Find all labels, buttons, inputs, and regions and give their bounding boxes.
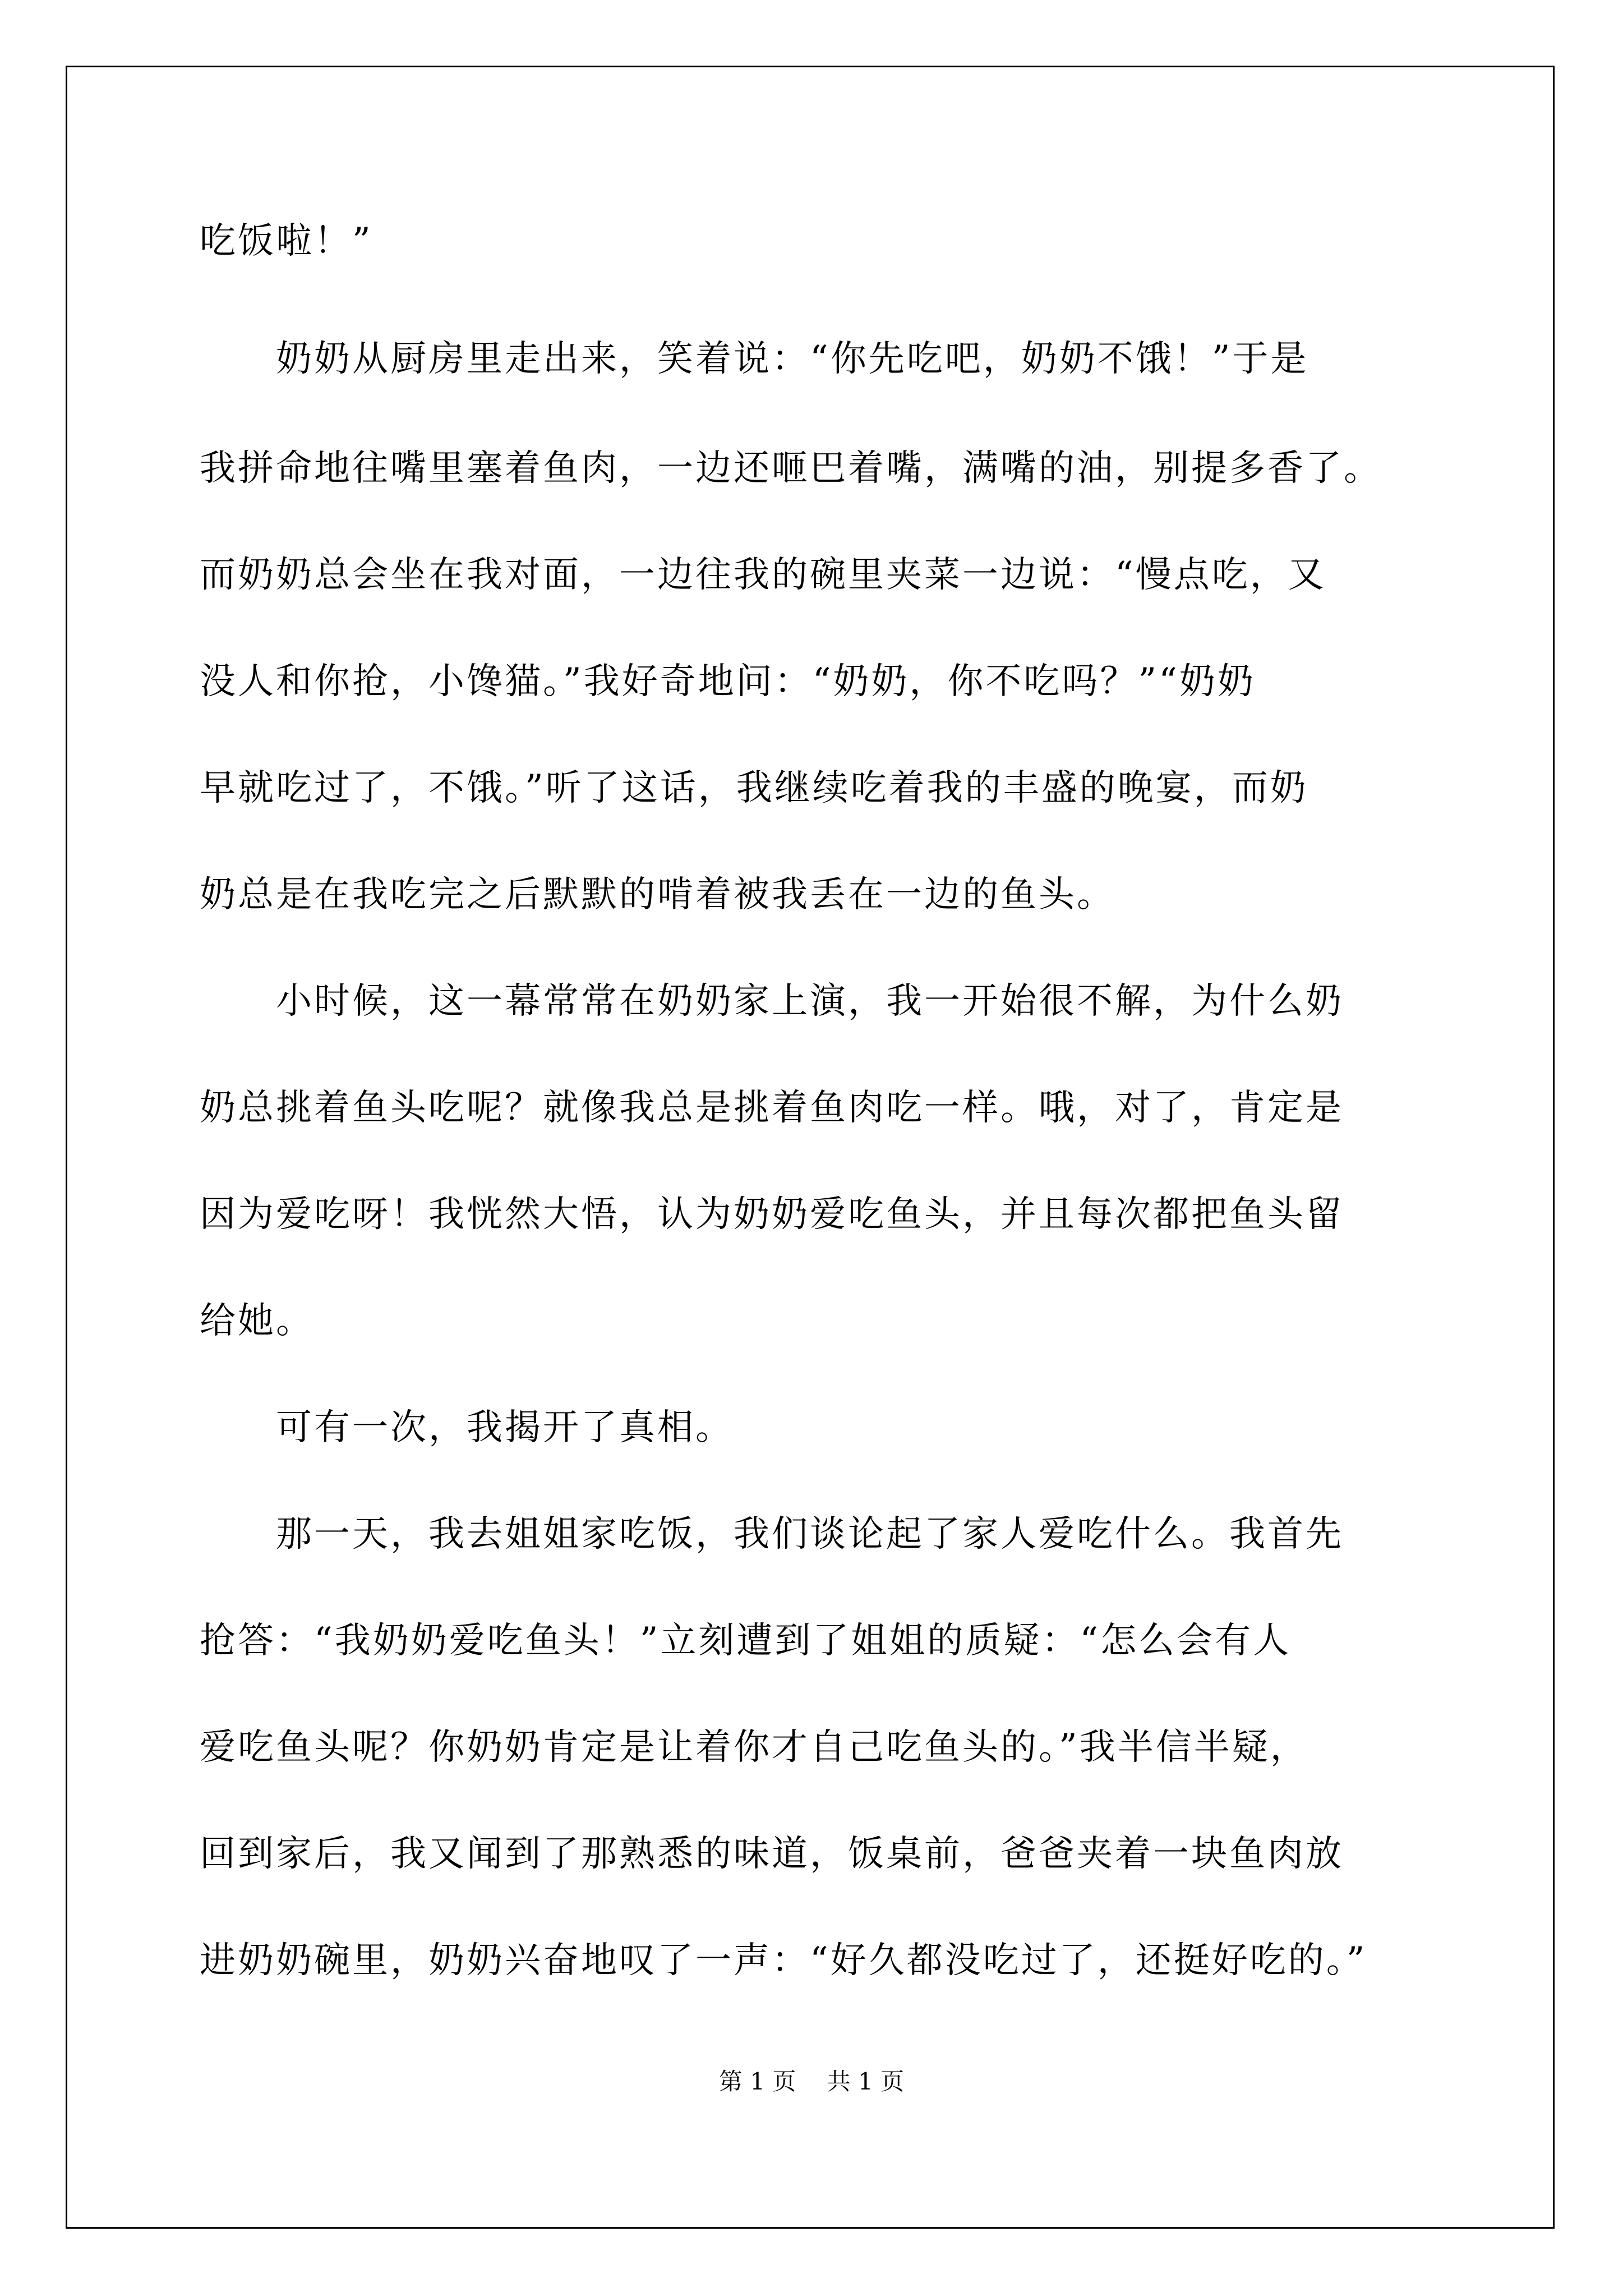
page-border	[66, 66, 1555, 2229]
text-line-5: 没人和你抢，小馋猫。”我好奇地问：“奶奶，你不吃吗？”“奶奶	[200, 661, 1256, 702]
text-line-13: 那一天，我去姐姐家吃饭，我们谈论起了家人爱吃什么。我首先	[200, 1513, 1344, 1555]
text-line-8: 小时候，这一幕常常在奶奶家上演，我一开始很不解，为什么奶	[200, 981, 1344, 1022]
text-line-2: 奶奶从厨房里走出来，笑着说：“你先吃吧，奶奶不饿！”于是	[200, 338, 1309, 380]
text-line-10: 因为爱吃呀！我恍然大悟，认为奶奶爱吃鱼头，并且每次都把鱼头留	[200, 1194, 1344, 1235]
text-line-16: 回到家后，我又闻到了那熟悉的味道，饭桌前，爸爸夹着一块鱼肉放	[200, 1833, 1344, 1875]
text-line-7: 奶总是在我吃完之后默默的啃着被我丢在一边的鱼头。	[200, 874, 1115, 915]
text-line-11: 给她。	[200, 1300, 314, 1342]
text-line-4: 而奶奶总会坐在我对面，一边往我的碗里夹菜一边说：“慢点吃，又	[200, 554, 1326, 596]
text-line-6: 早就吃过了，不饿。”听了这话，我继续吃着我的丰盛的晚宴，而奶	[200, 767, 1308, 809]
text-line-17: 进奶奶碗里，奶奶兴奋地叹了一声：“好久都没吃过了，还挺好吃的。”	[200, 1940, 1367, 1981]
page-number-footer: 第 1 页 共 1 页	[718, 2068, 905, 2095]
text-line-1: 吃饭啦！”	[200, 220, 373, 262]
text-line-15: 爱吃鱼头呢？你奶奶肯定是让着你才自己吃鱼头的。”我半信半疑，	[200, 1727, 1308, 1768]
text-line-9: 奶总挑着鱼头吃呢？就像我总是挑着鱼肉吃一样。哦，对了，肯定是	[200, 1087, 1344, 1129]
text-line-14: 抢答：“我奶奶爱吃鱼头！”立刻遭到了姐姐的质疑：“怎么会有人	[200, 1620, 1292, 1662]
text-line-3: 我拼命地往嘴里塞着鱼肉，一边还咂巴着嘴，满嘴的油，别提多香了。	[200, 448, 1382, 489]
text-line-12: 可有一次，我揭开了真相。	[200, 1407, 734, 1448]
